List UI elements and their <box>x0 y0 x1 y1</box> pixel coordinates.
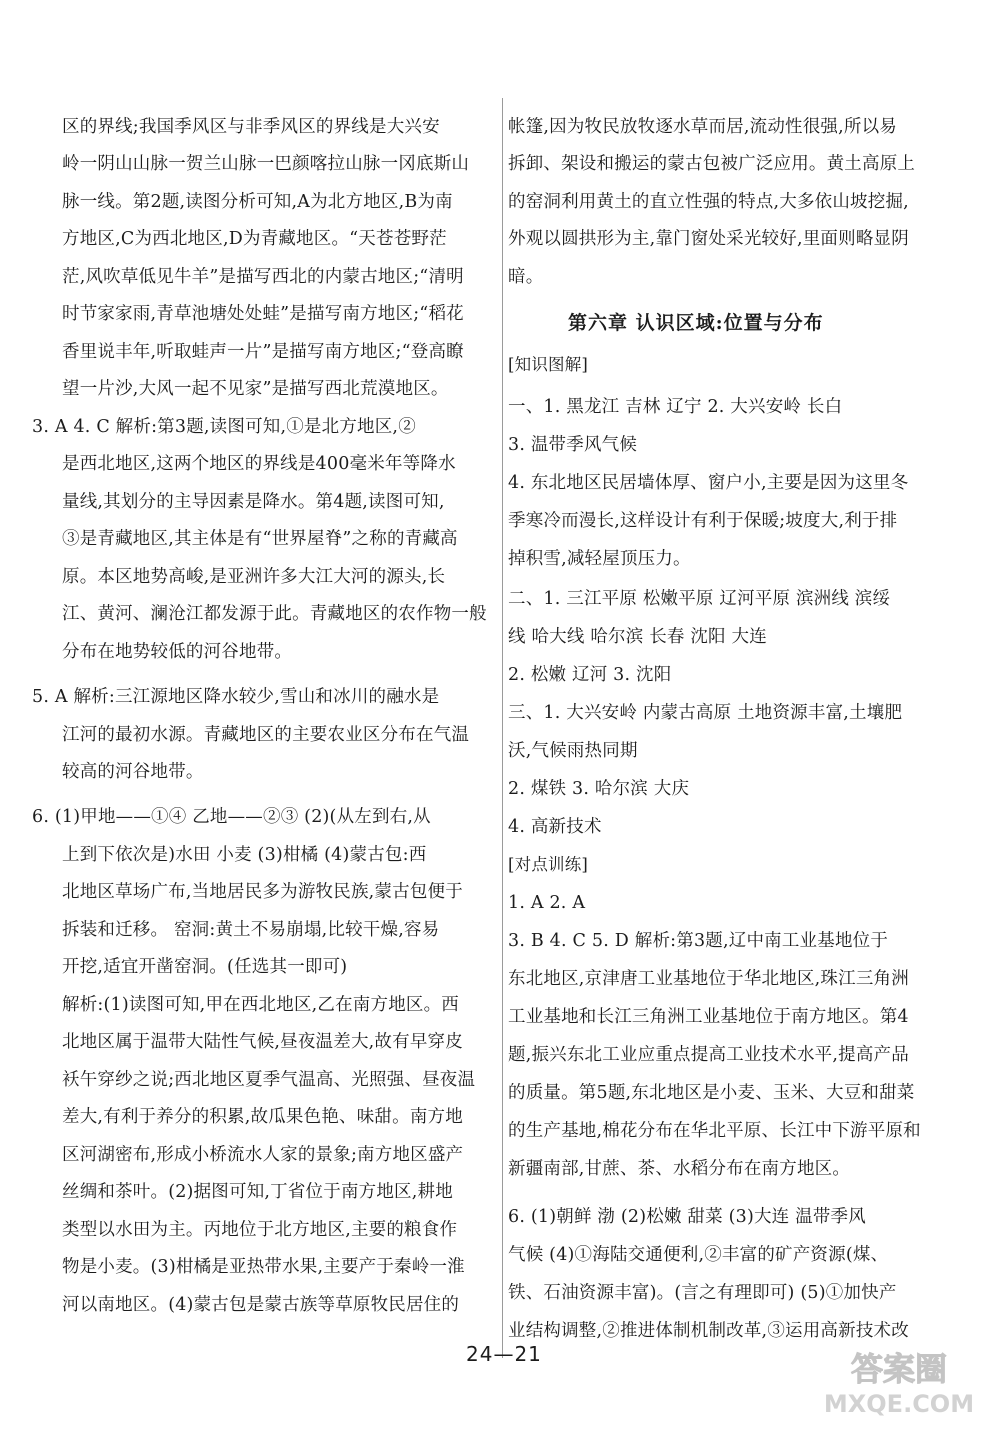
text-line: 北地区草场广布,当地居民多为游牧民族,蒙古包便于 <box>62 882 463 902</box>
text-line: 区河湖密布,形成小桥流水人家的景象;南方地区盛产 <box>62 1145 464 1165</box>
text-line: 较高的河谷地带。 <box>62 762 204 782</box>
training-line: 气候 (4)①海陆交通便利,②丰富的矿产资源(煤、 <box>508 1245 889 1265</box>
training-line: 6. (1)朝鲜 渤 (2)松嫩 甜菜 (3)大连 温带季风 <box>508 1207 866 1227</box>
knowledge-line: 2. 松嫩 辽河 3. 沈阳 <box>508 665 672 685</box>
knowledge-line: 2. 煤铁 3. 哈尔滨 大庆 <box>508 779 690 799</box>
training-line: 1. A 2. A <box>508 893 586 913</box>
text-line: 方地区,C为西北地区,D为青藏地区。“天苍苍野茫 <box>62 229 447 249</box>
section-label-knowledge: [知识图解] <box>508 355 589 374</box>
text-line: 岭一阴山山脉一贺兰山脉一巴颜喀拉山脉一冈底斯山 <box>62 154 470 174</box>
chapter-heading: 第六章 认识区域:位置与分布 <box>568 312 824 334</box>
text-line: 江河的最初水源。青藏地区的主要农业区分布在气温 <box>62 725 470 745</box>
watermark-logo <box>810 1346 988 1420</box>
text-line: 时节家家雨,青草池塘处处蛙”是描写南方地区;“稻花 <box>62 304 464 324</box>
knowledge-line: 一、1. 黑龙江 吉林 辽宁 2. 大兴安岭 长白 <box>508 397 843 417</box>
text-line: 类型以水田为主。丙地位于北方地区,主要的粮食作 <box>62 1220 458 1240</box>
text-line: 袄午穿纱之说;西北地区夏季气温高、光照强、昼夜温 <box>62 1070 476 1090</box>
text-line: 帐篷,因为牧民放牧逐水草而居,流动性很强,所以易 <box>508 117 897 137</box>
training-line: 铁、石油资源丰富)。(言之有理即可) (5)①加快产 <box>508 1283 897 1303</box>
watermark-url: MXQE.COM <box>823 1390 975 1418</box>
text-line: 外观以圆拱形为主,靠门窗处采光较好,里面则略显阴 <box>508 229 909 249</box>
answer-line: 3. A 4. C 解析:第3题,读图可知,①是北方地区,② <box>32 417 416 437</box>
text-line: 茫,风吹草低见牛羊”是描写西北的内蒙古地区;“清明 <box>62 267 464 287</box>
text-line: 拆装和迁移。 窑洞:黄土不易崩塌,比较干燥,容易 <box>62 920 440 940</box>
text-line: 差大,有利于养分的积累,故瓜果色艳、味甜。南方地 <box>62 1107 463 1127</box>
text-line: 丝绸和茶叶。(2)据图可知,丁省位于南方地区,耕地 <box>62 1182 453 1202</box>
training-line: 工业基地和长江三角洲工业基地位于南方地区。第4 <box>508 1007 909 1027</box>
knowledge-line: 线 哈大线 哈尔滨 长春 沈阳 大连 <box>508 627 767 647</box>
text-line: 暗。 <box>508 267 544 287</box>
knowledge-line: 季寒冷而漫长,这样设计有利于保暖;坡度大,利于排 <box>508 511 898 531</box>
knowledge-line: 4. 高新技术 <box>508 817 602 837</box>
text-line: 脉一线。第2题,读图分析可知,A为北方地区,B为南 <box>62 192 453 212</box>
answer-line: 6. (1)甲地——①④ 乙地——②③ (2)(从左到右,从 <box>32 807 431 827</box>
text-line: 是西北地区,这两个地区的界线是400毫米年等降水 <box>62 454 456 474</box>
column-divider <box>502 98 503 1358</box>
answer-line: 5. A 解析:三江源地区降水较少,雪山和冰川的融水是 <box>32 687 440 707</box>
text-line: 原。本区地势高峻,是亚洲许多大江大河的源头,长 <box>62 567 446 587</box>
text-line: 开挖,适宜开凿窑洞。(任选其一即可) <box>62 957 348 977</box>
knowledge-line: 二、1. 三江平原 松嫩平原 辽河平原 滨洲线 滨绥 <box>508 589 891 609</box>
knowledge-line: 3. 温带季风气候 <box>508 435 638 455</box>
watermark-text: 答案圈 <box>850 1350 948 1388</box>
training-line: 的质量。第5题,东北地区是小麦、玉米、大豆和甜菜 <box>508 1083 915 1103</box>
knowledge-line: 掉积雪,减轻屋顶压力。 <box>508 549 691 569</box>
text-line: 物是小麦。(3)柑橘是亚热带水果,主要产于秦岭一淮 <box>62 1257 465 1277</box>
text-line: ③是青藏地区,其主体是有“世界屋脊”之称的青藏高 <box>62 529 458 549</box>
training-line: 东北地区,京津唐工业基地位于华北地区,珠江三角洲 <box>508 969 909 989</box>
text-line: 望一片沙,大风一起不见家”是描写西北荒漠地区。 <box>62 379 449 399</box>
section-label-training: [对点训练] <box>508 855 589 874</box>
training-line: 的生产基地,棉花分布在华北平原、长江中下游平原和 <box>508 1121 921 1141</box>
text-line: 分布在地势较低的河谷地带。 <box>62 642 293 662</box>
training-line: 3. B 4. C 5. D 解析:第3题,辽中南工业基地位于 <box>508 931 889 951</box>
text-line: 上到下依次是)水田 小麦 (3)柑橘 (4)蒙古包:西 <box>62 845 427 865</box>
text-line: 量线,其划分的主导因素是降水。第4题,读图可知, <box>62 492 445 512</box>
text-line: 的窑洞利用黄土的直立性强的特点,大多依山坡挖掘, <box>508 192 909 212</box>
text-line: 区的界线;我国季风区与非季风区的界线是大兴安 <box>62 117 440 137</box>
text-line: 江、黄河、澜沧江都发源于此。青藏地区的农作物一般 <box>62 604 487 624</box>
text-line: 解析:(1)读图可知,甲在西北地区,乙在南方地区。西 <box>62 995 460 1015</box>
training-line: 业结构调整,②推进体制机制改革,③运用高新技术改 <box>508 1321 909 1341</box>
training-line: 新疆南部,甘蔗、茶、水稻分布在南方地区。 <box>508 1159 851 1179</box>
text-line: 香里说丰年,听取蛙声一片”是描写南方地区;“登高瞭 <box>62 342 464 362</box>
page-number: 24—21 <box>466 1342 542 1366</box>
text-line: 河以南地区。(4)蒙古包是蒙古族等草原牧民居住的 <box>62 1295 460 1315</box>
knowledge-line: 三、1. 大兴安岭 内蒙古高原 土地资源丰富,土壤肥 <box>508 703 903 723</box>
knowledge-line: 4. 东北地区民居墙体厚、窗户小,主要是因为这里冬 <box>508 473 909 493</box>
training-line: 题,振兴东北工业应重点提高工业技术水平,提高产品 <box>508 1045 909 1065</box>
text-line: 北地区属于温带大陆性气候,昼夜温差大,故有早穿皮 <box>62 1032 463 1052</box>
knowledge-line: 沃,气候雨热同期 <box>508 741 638 761</box>
text-line: 拆卸、架设和搬运的蒙古包被广泛应用。黄土高原上 <box>508 154 916 174</box>
